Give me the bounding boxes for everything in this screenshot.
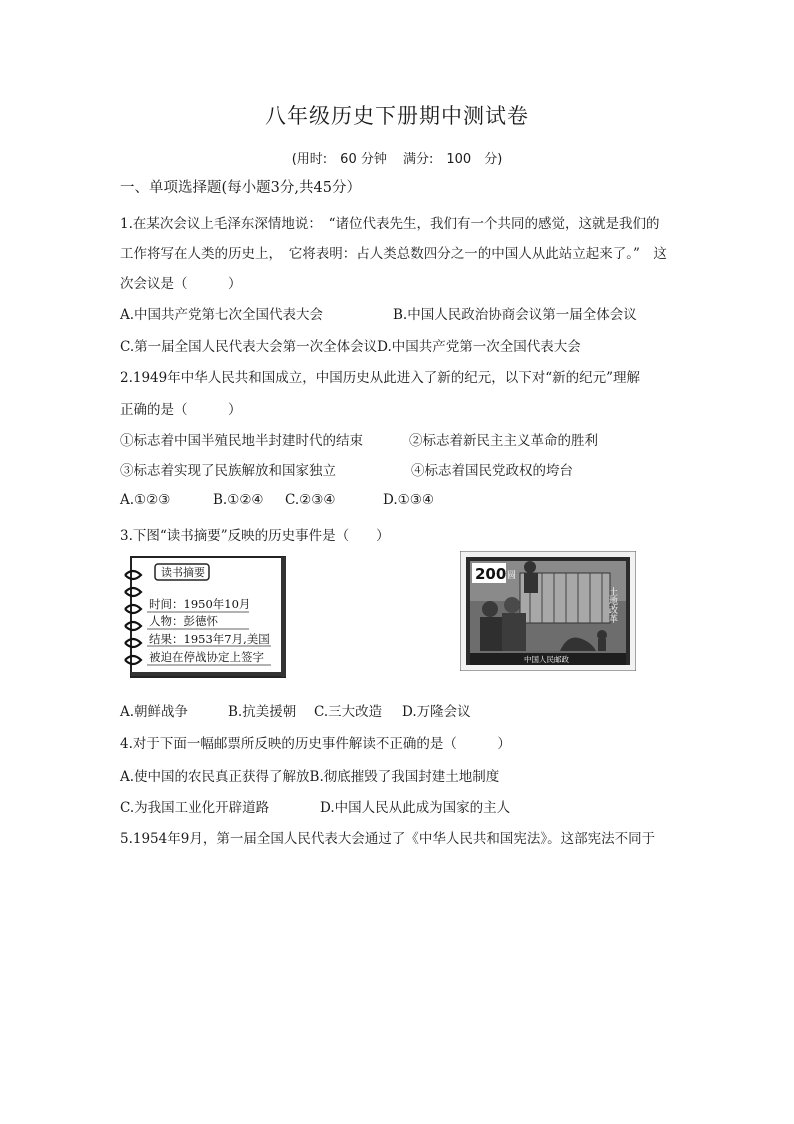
q2-line-1: 2.1949年中华人民共和国成立，中国历史从此进入了新的纪元，以下对“新的纪元”理解 [120,370,641,386]
card-result-1: 结果：1953年7月,美国 [149,632,270,646]
q4-option-c: C.为我国工业化开辟道路 [120,800,270,816]
q4-option-ab: A.使中国的农民真正获得了解放B.彻底摧毁了我国封建土地制度 [120,769,500,785]
section-heading: 一、单项选择题(每小题3分,共45分） [120,180,361,196]
q2-statement-4: ④标志着国民党政权的垮台 [411,463,573,479]
exam-score: 满分: 100 分) [403,152,503,167]
q3-option-b: B.抗美援朝 [228,704,297,720]
q1-option-cd: C.第一届全国人民代表大会第一次全体会议D.中国共产党第一次全国代表大会 [120,339,581,355]
q1-line-1: 1.在某次会议上毛泽东深情地说： “诸位代表先生，我们有一个共同的感觉，这就是我们的 [120,216,660,232]
q2-option-b: B.①②④ [213,492,264,508]
reading-summary-graphic [121,555,287,679]
q3-option-d: D.万隆会议 [402,704,471,720]
stamp-bottom-text: 中国人民邮政 [524,655,569,664]
page-title: 八年级历史下册期中测试卷 [265,104,529,128]
stamp-unit: 圆 [507,571,517,581]
card-time: 时间：1950年10月 [149,597,251,611]
q4-line-1: 4.对于下面一幅邮票所反映的历史事件解读不正确的是（ ） [120,736,511,752]
card-person: 人物：彭德怀 [149,614,218,628]
reading-summary-card [121,555,287,679]
q2-option-d: D.①③④ [383,492,434,508]
q3-line-1: 3.下图“读书摘要”反映的历史事件是（ ） [120,528,390,544]
exam-time: (用时: 60 分钟 [291,152,387,167]
q2-option-c: C.②③④ [285,492,336,508]
q2-statement-1: ①标志着中国半殖民地半封建时代的结束 [120,433,363,449]
card-result-2: 被迫在停战协定上签字 [149,650,264,664]
q2-line-2: 正确的是（ ） [120,402,242,418]
q4-option-d: D.中国人民从此成为国家的主人 [320,800,511,816]
q2-statement-2: ②标志着新民主主义革命的胜利 [409,433,598,449]
q1-line-3: 次会议是（ ） [120,276,242,292]
card-header: 读书摘要 [161,566,205,579]
stamp-value: 200 [475,565,507,583]
q1-line-2: 工作将写在人类的历史上， 它将表明：占人类总数四分之一的中国人从此站立起来了。” 这 [120,246,667,262]
exam-meta [0,148,794,167]
q1-option-a: A.中国共产党第七次全国代表大会 [120,307,324,323]
q1-option-b: B.中国人民政治协商会议第一届全体会议 [393,307,637,323]
q5-line-1: 5.1954年9月，第一届全国人民代表大会通过了《中华人民共和国宪法》。这部宪法不同于 [120,831,656,847]
q2-statement-3: ③标志着实现了民族解放和国家独立 [120,463,336,479]
land-reform-stamp [460,551,636,671]
stamp-graphic [460,551,636,671]
q2-option-a: A.①②③ [120,492,171,508]
q3-option-c: C.三大改造 [314,704,383,720]
stamp-side-text: 土地改革 [607,587,617,623]
q3-option-a: A.朝鲜战争 [120,704,189,720]
